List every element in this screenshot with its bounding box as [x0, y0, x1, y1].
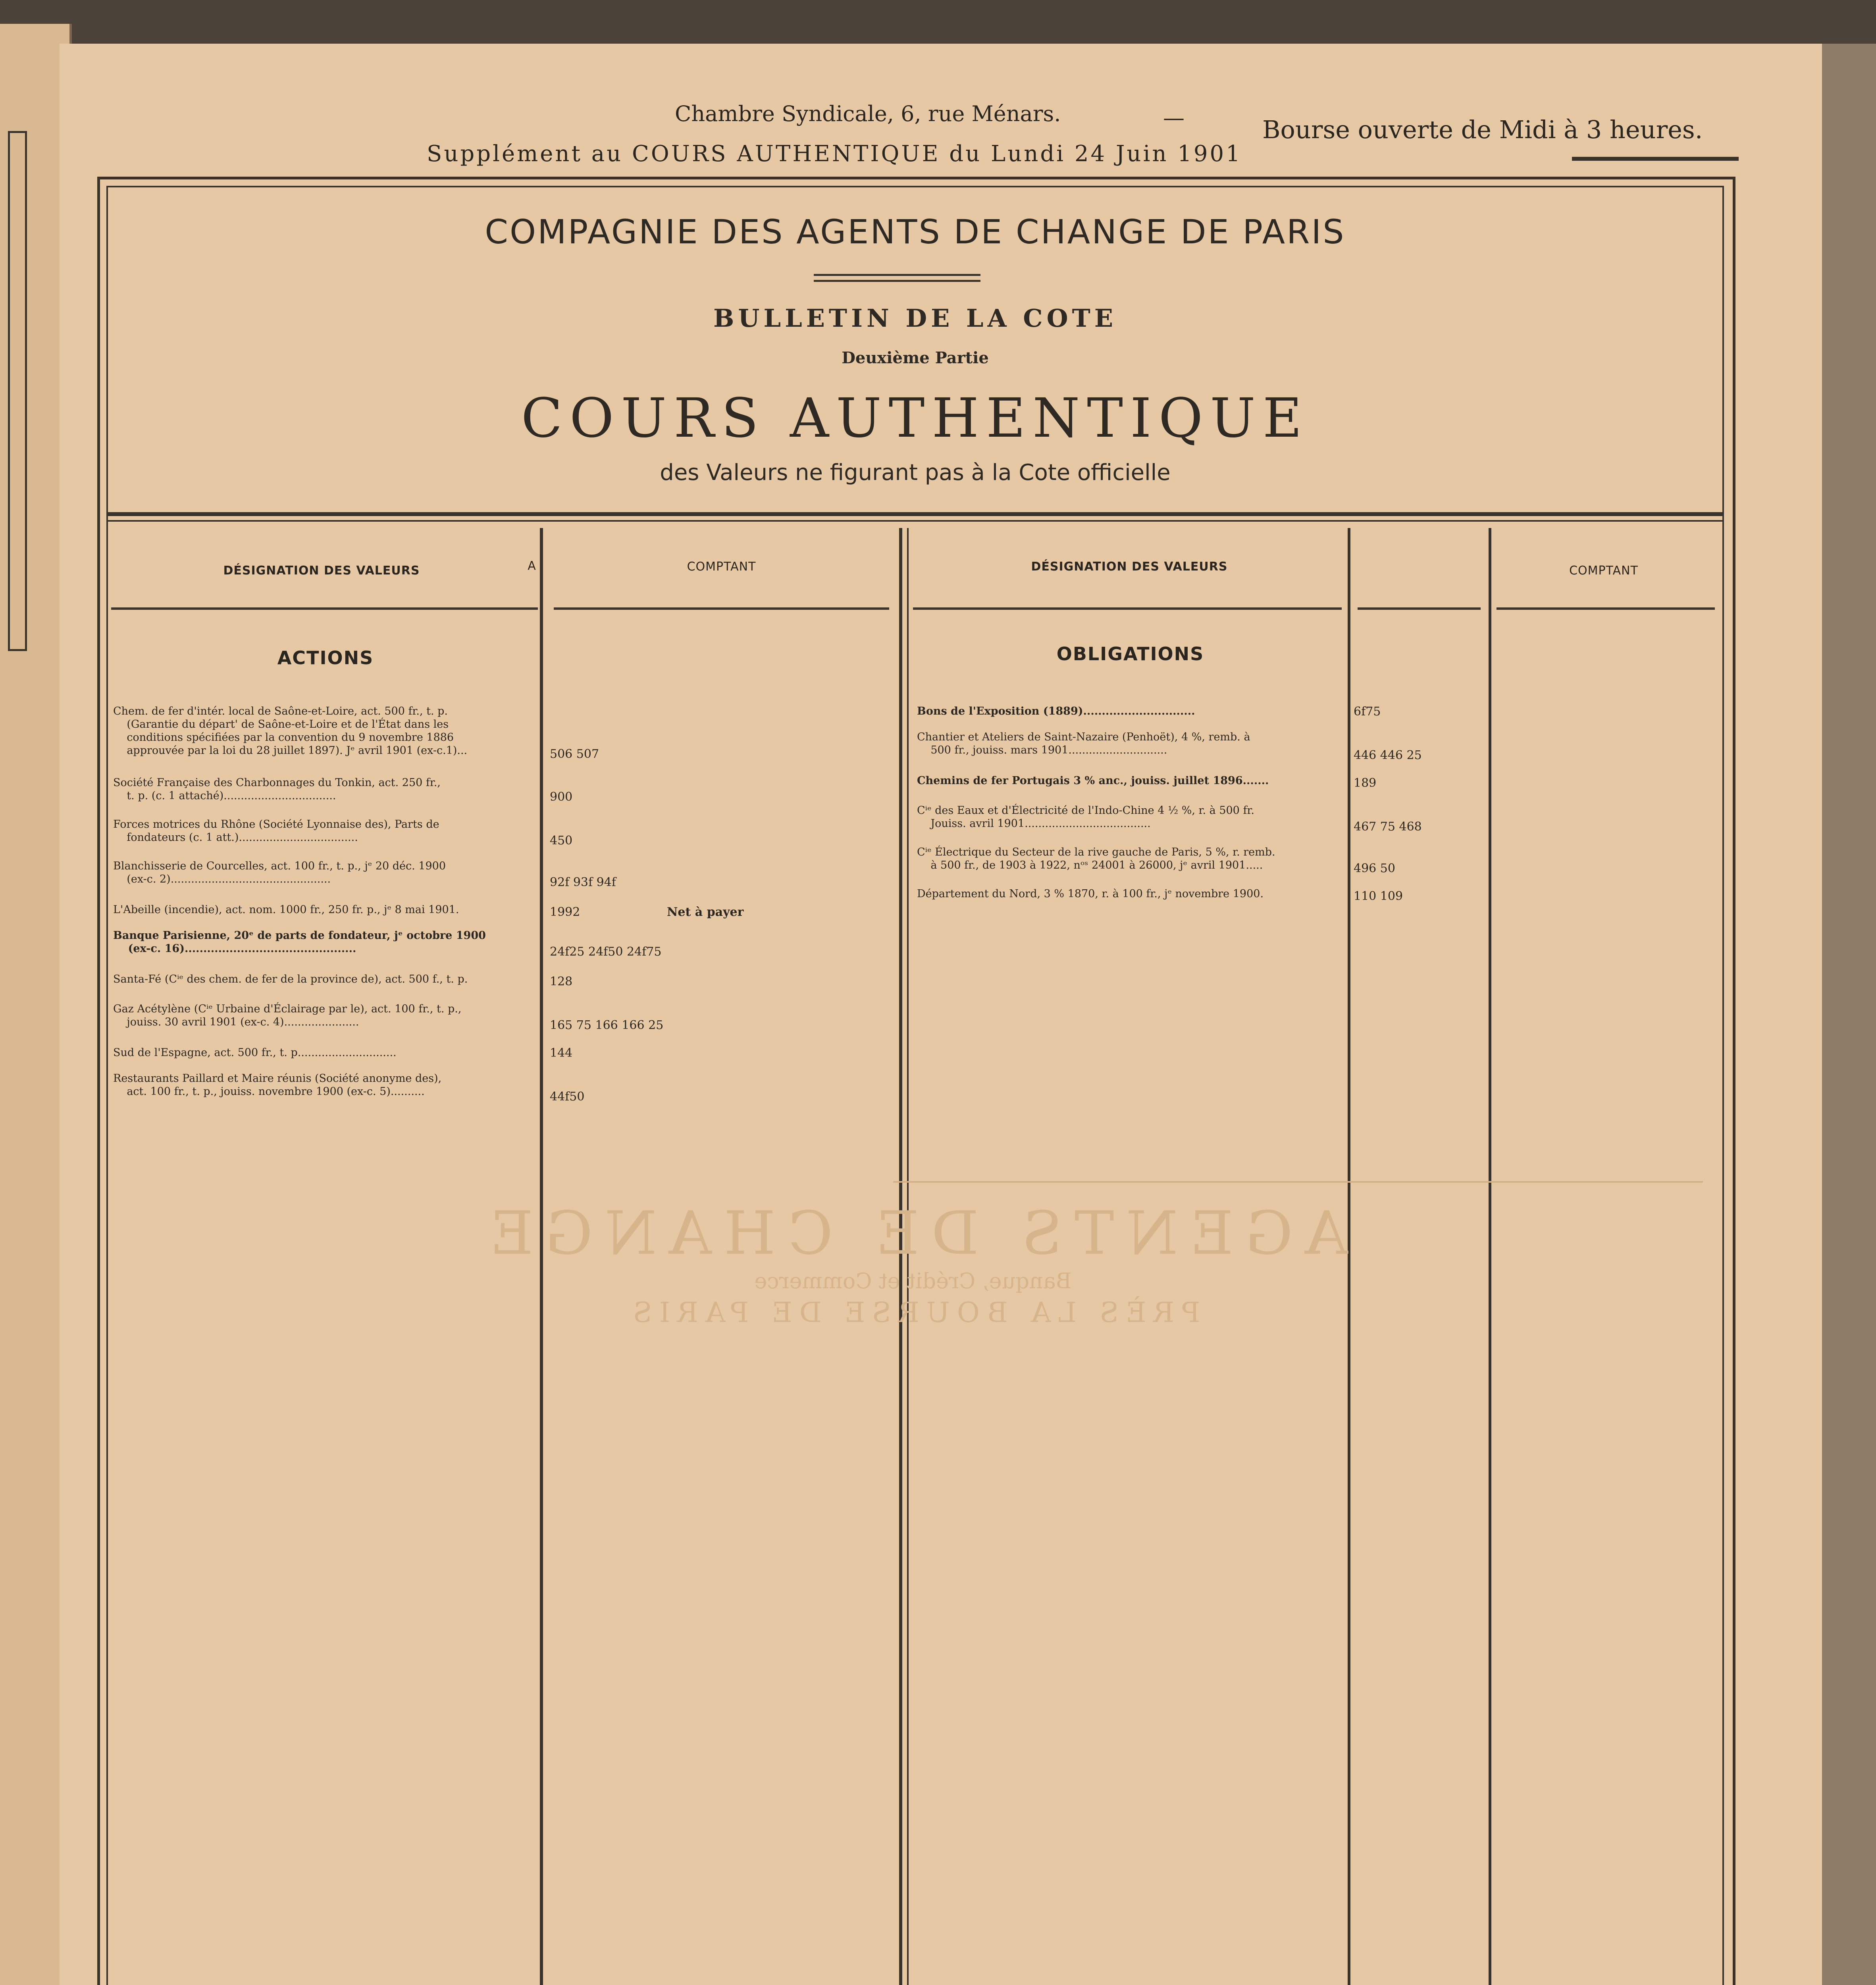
action-entry-2: Société Française des Charbonnages du Tonkin, act. 250 fr., t. p. (c. 1 attaché).................................	[113, 777, 441, 802]
obligation-price-3: 189	[1354, 776, 1377, 790]
title-rule-1	[814, 274, 980, 276]
action-price-8: 165 75 166 166 25	[550, 1018, 664, 1032]
header-chamber: Chambre Syndicale, 6, rue Ménars.	[675, 101, 1061, 126]
obligation-entry-4: Cⁱᵉ des Eaux et d'Électricité de l'Indo-Chine 4 ½ %, r. à 500 fr. Jouiss. avril 1901.....................................	[917, 804, 1254, 830]
comptant-header-right: COMPTANT	[1569, 564, 1638, 578]
action-price-2: 900	[550, 790, 573, 804]
header-supplement: Supplément au COURS AUTHENTIQUE du Lundi 24 Juin 1901	[427, 141, 1242, 167]
head-rule-comptant-left	[554, 607, 889, 610]
obligation-price-1: 6f75	[1354, 705, 1381, 719]
action-entry-5: L'Abeille (incendie), act. nom. 1000 fr., 250 fr. p., jᵉ 8 mai 1901.	[113, 904, 459, 916]
head-rule-left	[111, 607, 538, 610]
obligation-price-6: 110 109	[1354, 889, 1403, 903]
obligation-entry-6: Département du Nord, 3 % 1870, r. à 100 fr., jᵉ novembre 1900.	[917, 888, 1264, 900]
obligations-title: OBLIGATIONS	[1056, 643, 1204, 665]
company-title: COMPAGNIE DES AGENTS DE CHANGE DE PARIS	[485, 212, 1346, 251]
obligation-entry-2: Chantier et Ateliers de Saint-Nazaire (Penhoët), 4 %, remb. à 500 fr., jouiss. mars 1901.............................	[917, 731, 1250, 756]
title-bottom-rule-2	[106, 520, 1724, 522]
bleed-subtitle: Banque, Crédit et Commerce	[754, 1268, 1072, 1293]
part-title: Deuxième Partie	[842, 349, 989, 367]
bleed-subtitle-2: PRÈS LA BOURSE DE PARIS	[626, 1296, 1200, 1329]
designation-header-left: DÉSIGNATION DES VALEURS	[223, 564, 420, 578]
action-price-1: 506 507	[550, 747, 599, 761]
bleed-title: AGENTS DE CHANGE	[478, 1199, 1348, 1268]
action-price-5: 1992	[550, 905, 580, 919]
action-entry-7: Santa-Fé (Cⁱᵉ des chem. de fer de la province de), act. 500 f., t. p.	[113, 973, 468, 985]
obligation-entry-3: Chemins de fer Portugais 3 % anc., jouiss. juillet 1896.......	[917, 775, 1269, 787]
action-price-7: 128	[550, 975, 573, 989]
obligation-entry-1: Bons de l'Exposition (1889)..............................	[917, 705, 1195, 717]
title-bottom-rule	[106, 512, 1724, 516]
action-entry-1: Chem. de fer d'intér. local de Saône-et-Loire, act. 500 fr., t. p. (Garantie du départ' de Saône-et-Loire et de l'État dans les conditions spécifiées par la convention du 9 novembre 1886 approuvée par la loi du 28 juillet 1897). Jᵉ avril 1901 (ex-c.1)...	[113, 705, 468, 757]
action-price-4: 92f 93f 94f	[550, 875, 616, 889]
head-rule-right	[913, 607, 1342, 610]
header-hours: Bourse ouverte de Midi à 3 heures.	[1262, 115, 1703, 144]
bulletin-title: BULLETIN DE LA COTE	[713, 304, 1117, 333]
comptant-header-left: COMPTANT	[687, 560, 756, 574]
header-dash: —	[1163, 105, 1185, 130]
action-price-9: 144	[550, 1046, 573, 1060]
action-entry-6: Banque Parisienne, 20ᵉ de parts de fondateur, jᵉ octobre 1900 (ex-c. 16)..............................................	[113, 929, 486, 955]
action-entry-4: Blanchisserie de Courcelles, act. 100 fr., t. p., jᵉ 20 déc. 1900 (ex-c. 2)...............................................	[113, 860, 446, 885]
action-entry-3: Forces motrices du Rhône (Société Lyonnaise des), Parts de fondateurs (c. 1 att.)...................................	[113, 818, 439, 844]
bleed-rule	[893, 1181, 1703, 1183]
action-entry-9: Sud de l'Espagne, act. 500 fr., t. p.............................	[113, 1046, 397, 1059]
obligation-price-4: 467 75 468	[1354, 820, 1422, 834]
action-entry-8: Gaz Acétylène (Cⁱᵉ Urbaine d'Éclairage par le), act. 100 fr., t. p., jouiss. 30 avril 1901 (ex-c. 4)......................	[113, 1003, 462, 1028]
obligation-entry-5: Cⁱᵉ Électrique du Secteur de la rive gauche de Paris, 5 %, r. remb. à 500 fr., de 1903 à 1922, nᵒˢ 24001 à 26000, jᵉ avril 1901.....	[917, 846, 1275, 871]
actions-title: ACTIONS	[277, 647, 374, 669]
action-price-3: 450	[550, 834, 573, 848]
action-price-10: 44f50	[550, 1090, 585, 1104]
designation-header-right: DÉSIGNATION DES VALEURS	[1031, 560, 1228, 574]
action-entry-10: Restaurants Paillard et Maire réunis (Société anonyme des), act. 100 fr., t. p., jouiss. novembre 1900 (ex-c. 5)..........	[113, 1072, 442, 1098]
obligation-price-5: 496 50	[1354, 861, 1395, 875]
subtitle: des Valeurs ne figurant pas à la Cote officielle	[660, 460, 1171, 486]
previous-page-border	[8, 131, 27, 651]
head-rule-mid	[1358, 607, 1481, 610]
head-rule-comptant-right	[1497, 607, 1715, 610]
main-title: COURS AUTHENTIQUE	[521, 387, 1310, 450]
right-page-edge	[1822, 44, 1876, 1985]
header-rule	[1572, 157, 1739, 161]
title-rule-2	[814, 280, 980, 282]
designation-header-mark: A	[528, 559, 536, 573]
action-price-6: 24f25 24f50 24f75	[550, 945, 662, 959]
obligation-price-2: 446 446 25	[1354, 748, 1422, 762]
action-note-5: Net à payer	[667, 905, 744, 919]
